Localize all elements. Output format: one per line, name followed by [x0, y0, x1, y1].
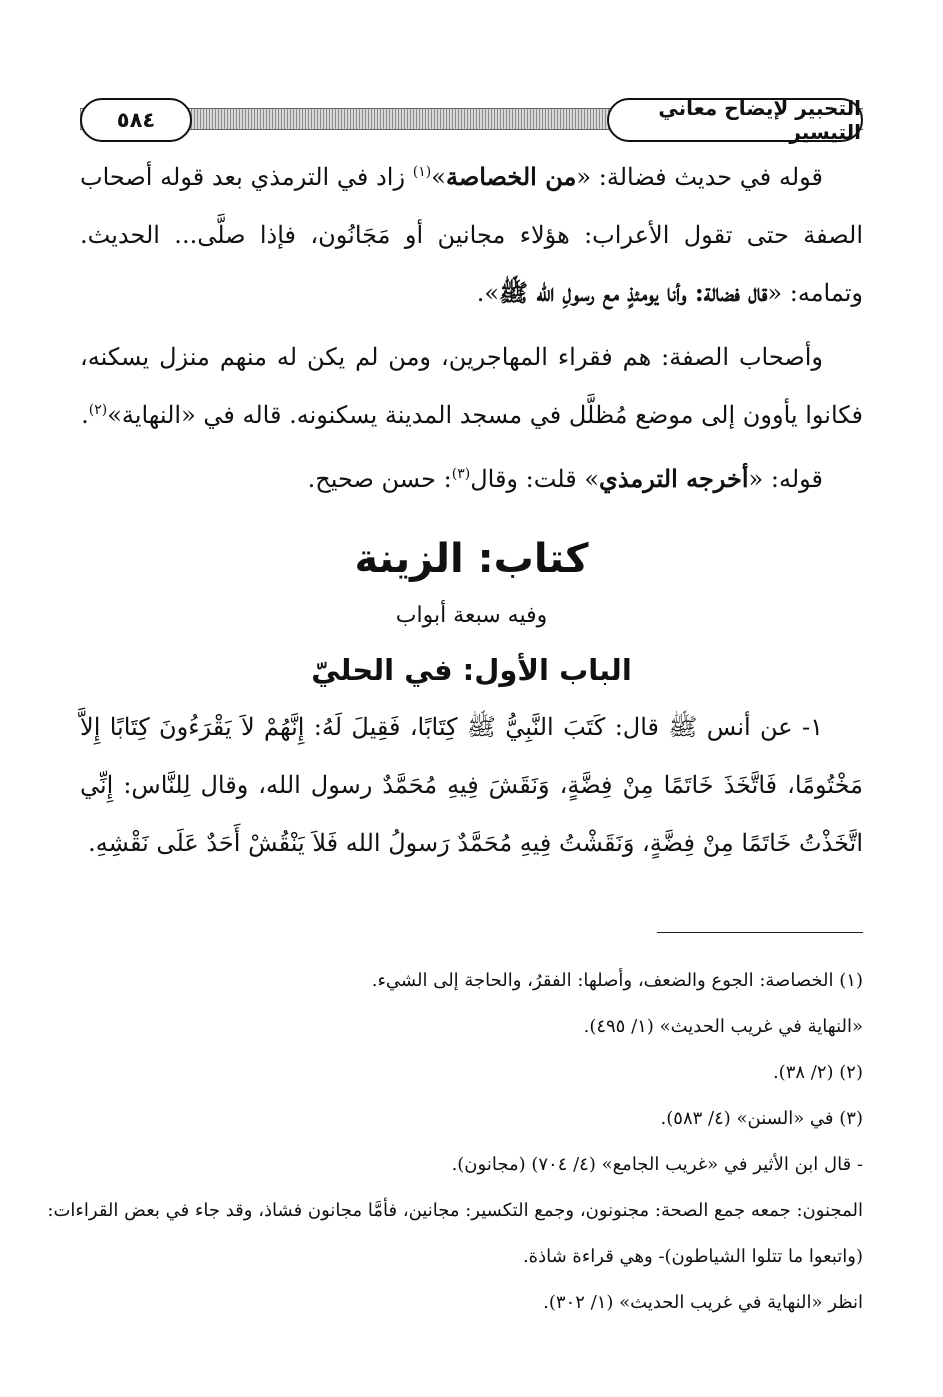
book-subtitle: وفيه سبعة أبواب: [395, 603, 548, 628]
footnote-line: (١) الخصاصة: الجوع والضعف، وأصلها: الفقرُ، والحاجة إلى الشيء.: [371, 970, 863, 991]
footnote-line: (٣) في «السنن» (٤/ ٥٨٣).: [660, 1108, 863, 1129]
quoted-phrase: قال فضالة: وأنا يومئذٍ مع رسولِ الله ﷺ: [499, 278, 768, 307]
page-header: [80, 98, 863, 142]
page-number: ٥٨٤: [80, 98, 192, 142]
footnote-line: انظر «النهاية في غريب الحديث» (١/ ٣٠٢).: [543, 1292, 863, 1313]
chapter-title: الباب الأول: في الحليّ: [311, 653, 632, 687]
footnote-separator: [657, 932, 863, 933]
running-title: التحبير لإيضاح معاني التيسير: [607, 98, 863, 142]
footnote-ref-2: (٢): [88, 402, 108, 418]
paragraph-1: قوله في حديث فضالة: «من الخصاصة»$^{(١)}$ زاد في الترمذي بعد قوله أصحاب الصفة حتى تقول الأعراب: هؤلاء مجانين أو مَجَانُون، فإذا صلَّى... الحديث. وتمامه: «قال فضالة: وأنا يومئذٍ مع رسولِ الله ﷺ».: [80, 162, 863, 307]
footnotes: [47, 958, 863, 1326]
paragraph-3: قوله: «أخرجه الترمذي» قلت: وقال$^{(٣)}$: حسن صحيح.: [307, 464, 823, 493]
paragraph-2: وأصحاب الصفة: هم فقراء المهاجرين، ومن لم يكن له منهم منزل يسكنه، فكانوا يأوون إلى موضع مُظلَّل في مسجد المدينة يسكنونه. قاله في «النهاية»$^{(٢)}$.: [80, 343, 863, 429]
footnote-line: - قال ابن الأثير في «غريب الجامع» (٤/ ٧٠٤) (مجانون).: [451, 1154, 863, 1175]
book-title: كتاب: الزينة: [354, 536, 589, 582]
footnote-line: المجنون: جمعه جمع الصحة: مجنونون، وجمع التكسير: مجانين، فأمَّا مجانون فشاذ، وقد جاء في بعض القراءات:: [47, 1200, 863, 1221]
footnote-line: «النهاية في غريب الحديث» (١/ ٤٩٥).: [583, 1016, 863, 1037]
hadith-text: ١- عن أنس ﷺ قال: كَتَبَ النَّبِيُّ ﷺ كِتَابًا، فَقِيلَ لَهُ: إِنَّهُمْ لاَ يَقْرَءُونَ كِتَابًا إِلاَّ مَخْتُومًا، فَاتَّخَذَ خَاتَمًا مِنْ فِضَّةٍ، وَنَقَشَ فِيهِ مُحَمَّدٌ رسول الله، وقال لِلنَّاس: إِنِّي اتَّخَذْتُ خَاتَمًا مِنْ فِضَّةٍ، وَنَقَشْتُ فِيهِ مُحَمَّدٌ رَسولُ الله فَلاَ يَنْقُشْ أَحَدٌ عَلَى نَقْشِهِ.: [80, 713, 863, 857]
footnote-ref-1: (١): [412, 164, 432, 180]
quoted-phrase: من الخصاصة: [445, 162, 577, 191]
main-text: [80, 148, 863, 872]
footnote-line: (واتبعوا ما تتلوا الشياطون)- وهي قراءة شاذة.: [522, 1246, 863, 1267]
quoted-phrase: أخرجه الترمذي: [599, 464, 749, 493]
footnote-ref-3: (٣): [451, 466, 471, 482]
footnote-line: (٢) (٢/ ٣٨).: [772, 1062, 863, 1083]
